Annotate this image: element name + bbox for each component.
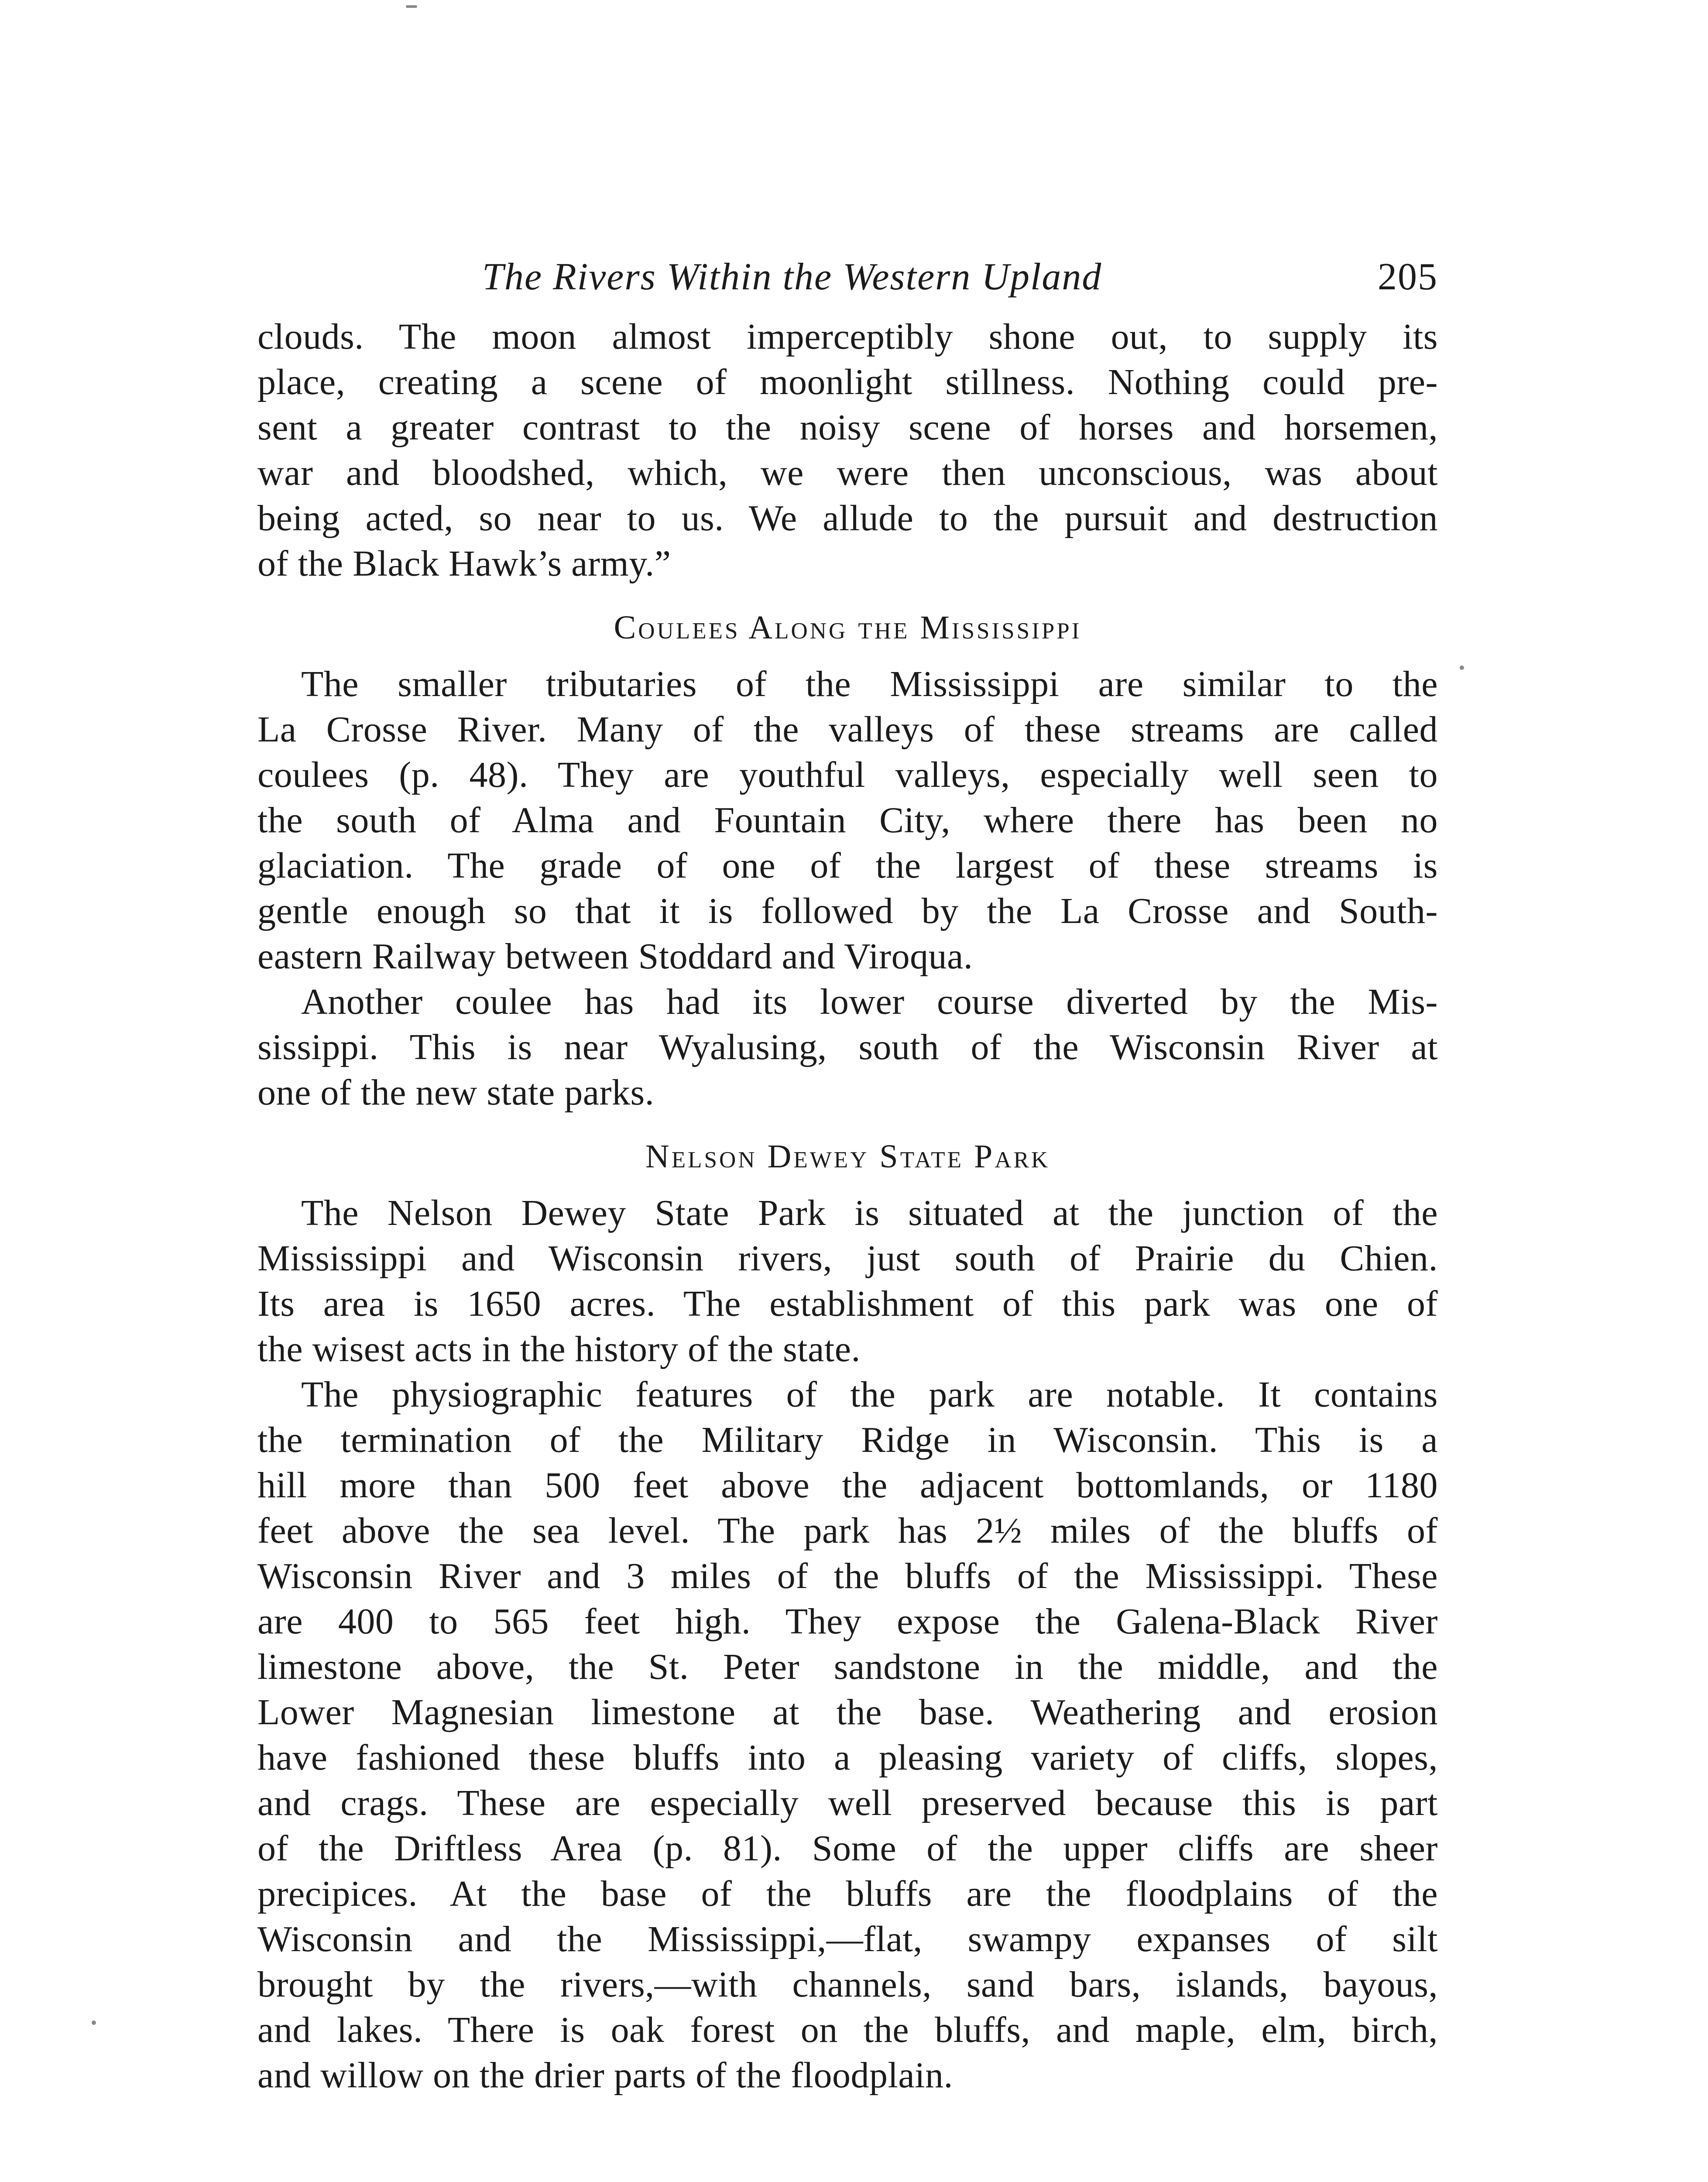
text-line: clouds. The moon almost imperceptibly shone out, to supply its [257, 316, 1438, 357]
text-line: Its area is 1650 acres. The establishment of this park was one of [257, 1283, 1438, 1324]
text-line: The smaller tributaries of the Mississippi are similar to the [301, 664, 1438, 704]
text-line: Lower Magnesian limestone at the base. Weathering and erosion [257, 1692, 1438, 1733]
paragraph-continuation [257, 314, 1438, 587]
text-line: Mississippi and Wisconsin rivers, just south of Prairie du Chien. [257, 1238, 1438, 1279]
text-line: and crags. These are especially well preserved because this is part [257, 1783, 1438, 1823]
text-line: are 400 to 565 feet high. They expose the Galena-Black River [257, 1601, 1438, 1642]
paragraph-park-location [257, 1190, 1438, 1372]
text-line: coulees (p. 48). They are youthful valleys, especially well seen to [257, 755, 1438, 795]
text-line: and willow on the drier parts of the floodplain. [257, 2055, 953, 2096]
text-line: being acted, so near to us. We allude to the pursuit and destruction [257, 498, 1438, 539]
text-line: and lakes. There is oak forest on the bluffs, and maple, elm, birch, [257, 2010, 1438, 2050]
text-line: of the Black Hawk’s army.” [257, 543, 671, 584]
text-line: have fashioned these bluffs into a pleasing variety of cliffs, slopes, [257, 1737, 1438, 1778]
text-line: hill more than 500 feet above the adjacent bottomlands, or 1180 [257, 1465, 1438, 1506]
text-line: The Nelson Dewey State Park is situated at the junction of the [301, 1193, 1438, 1233]
text-line: precipices. At the base of the bluffs are the floodplains of the [257, 1873, 1438, 1914]
text-line: feet above the sea level. The park has 2½ miles of the bluffs of [257, 1510, 1438, 1551]
text-line: Wisconsin River and 3 miles of the bluffs of the Mississippi. These [257, 1556, 1438, 1596]
text-line: glaciation. The grade of one of the largest of these streams is [257, 845, 1438, 886]
text-line: The physiographic features of the park are notable. It contains [301, 1374, 1438, 1415]
running-header [257, 249, 1438, 305]
page-number: 205 [1378, 256, 1438, 298]
paragraph-tributaries [257, 662, 1438, 979]
text-line: Another coulee has had its lower course diverted by the Mis- [301, 981, 1438, 1022]
running-title: The Rivers Within the Western Upland [482, 256, 1102, 298]
text-line: of the Driftless Area (p. 81). Some of the upper cliffs are sheer [257, 1828, 1438, 1869]
text-line: eastern Railway between Stoddard and Viroqua. [257, 936, 973, 977]
text-line: sissippi. This is near Wyalusing, south of the Wisconsin River at [257, 1027, 1438, 1067]
scan-speck [406, 5, 417, 8]
scan-speck [92, 2021, 96, 2025]
text-line: the south of Alma and Fountain City, where there has been no [257, 800, 1438, 841]
text-line: one of the new state parks. [257, 1072, 655, 1113]
text-line: sent a greater contrast to the noisy scene of horses and horsemen, [257, 407, 1438, 448]
paragraph-another-coulee [257, 979, 1438, 1115]
text-line: La Crosse River. Many of the valleys of these streams are called [257, 709, 1438, 750]
text-line: Wisconsin and the Mississippi,—flat, swampy expanses of silt [257, 1919, 1438, 1959]
scan-speck [1460, 666, 1464, 670]
body-text [257, 314, 1438, 2098]
paragraph-physiographic [257, 1372, 1438, 2098]
section-heading-nelson-dewey: Nelson Dewey State Park [645, 1138, 1050, 1175]
text-line: the wisest acts in the history of the state. [257, 1329, 861, 1369]
text-line: place, creating a scene of moonlight stillness. Nothing could pre- [257, 362, 1438, 402]
section-heading-coulees: Coulees Along the Mississippi [614, 609, 1082, 646]
text-line: the termination of the Military Ridge in Wisconsin. This is a [257, 1420, 1438, 1460]
text-line: limestone above, the St. Peter sandstone in the middle, and the [257, 1647, 1438, 1687]
text-line: gentle enough so that it is followed by the La Crosse and South- [257, 891, 1438, 931]
text-line: war and bloodshed, which, we were then unconscious, was about [257, 453, 1438, 493]
text-line: brought by the rivers,—with channels, sand bars, islands, bayous, [257, 1964, 1438, 2005]
